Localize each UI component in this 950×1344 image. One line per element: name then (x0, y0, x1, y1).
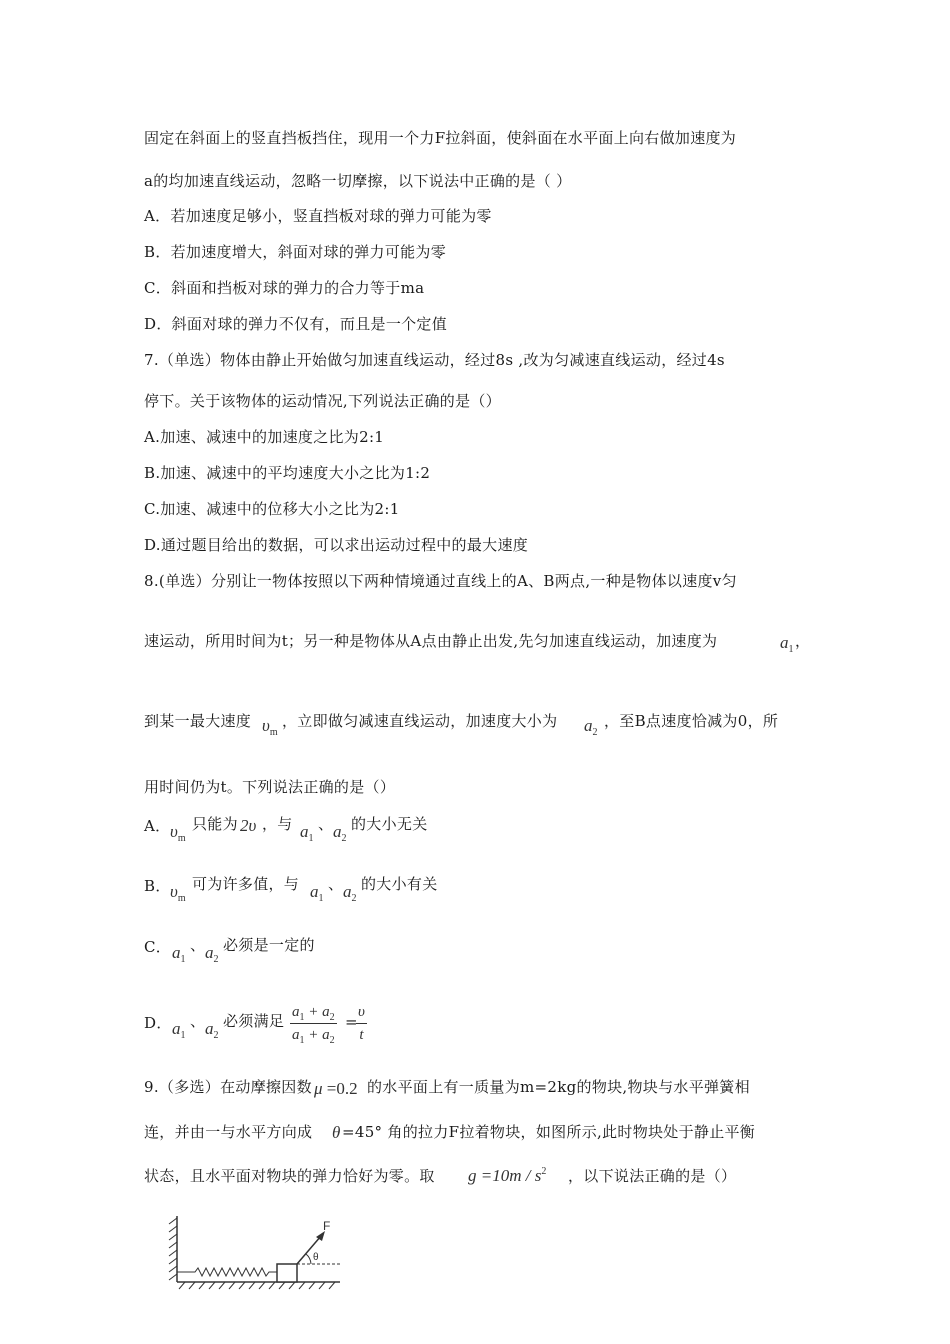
q9-stem-line3-b: ，以下说法正确的是（） (568, 1167, 737, 1185)
q8-b-a2: $a_2$ (343, 882, 357, 904)
q8-a-a1: $a_1$ (300, 822, 314, 844)
q8-option-b-label: B． (144, 877, 171, 895)
q8-option-c-text1: 、 (190, 936, 206, 954)
q8-a2-symbol: $a_2$ (584, 716, 598, 738)
q8-vm-symbol: $\upsilon_m$ (262, 716, 278, 738)
q8-a1-symbol: $a_1$ (780, 633, 794, 655)
q8-option-a-text2: ，与 (262, 815, 293, 833)
q8-d-equals: = (345, 1013, 358, 1031)
q6-stem-line2: a的均加速直线运动，忽略一切摩擦，以下说法中正确的是（ ） (144, 172, 572, 190)
q8-option-d-text1: 、 (190, 1012, 206, 1030)
q8-d-a1: $a_1$ (172, 1019, 186, 1041)
q7-stem-line1: 7.（单选）物体由静止开始做匀加速直线运动，经过8s ,改为匀减速直线运动，经过4s (144, 351, 725, 369)
q8-stem-line4: 用时间仍为t。下列说法正确的是（） (144, 778, 396, 796)
q8-c-a2: $a_2$ (205, 943, 219, 965)
q7-option-b: B.加速、减速中的平均速度大小之比为1:2 (144, 464, 431, 482)
q8-option-a-text4: 的大小无关 (351, 815, 428, 833)
q8-option-c-text2: 必须是一定的 (223, 936, 315, 954)
spring (177, 1268, 277, 1276)
wall-hatching (169, 1218, 177, 1280)
q6-stem-line1: 固定在斜面上的竖直挡板挡住，现用一个力F拉斜面，使斜面在水平面上向右做加速度为 (144, 129, 737, 147)
q8-stem-line2: 速运动，所用时间为t；另一种是物体从A点由静止出发,先匀加速直线运动，加速度为 (144, 632, 718, 650)
q8-option-b-text1: 可为许多值，与 (192, 875, 300, 893)
q9-stem-line1-b: 的水平面上有一质量为m=2kg的物块,物块与水平弹簧相 (367, 1078, 750, 1096)
q9-stem-line3-a: 状态，且水平面对物块的弹力恰好为零。取 (144, 1167, 435, 1185)
angle-arc (306, 1254, 311, 1264)
angle-label: θ (313, 1252, 319, 1263)
q8-c-a1: $a_1$ (172, 943, 186, 965)
q9-g-value: $g =10m / s^2$ (468, 1166, 547, 1185)
q8-a-2v: 2υ (240, 816, 257, 835)
q9-stem-line2-a: 连，并由一与水平方向成 (144, 1123, 313, 1141)
q8-stem-line1: 8.(单选）分别让一物体按照以下两种情境通过直线上的A、B两点,一种是物体以速度v匀 (144, 572, 737, 590)
q8-option-a-text3: 、 (318, 815, 334, 833)
q8-b-a1: $a_1$ (310, 882, 324, 904)
q8-option-b-text2: 、 (328, 875, 344, 893)
q8-b-vm: $\upsilon_m$ (170, 882, 186, 904)
q8-d-a2: $a_2$ (205, 1019, 219, 1041)
q8-option-d-text2: 必须满足 (223, 1012, 285, 1030)
q7-option-c: C.加速、减速中的位移大小之比为2:1 (144, 500, 400, 518)
q8-a-vm: $\upsilon_m$ (170, 822, 186, 844)
ground-hatching (179, 1282, 335, 1289)
block (277, 1264, 297, 1282)
q8-stem-line3-b: ，立即做匀减速直线运动，加速度大小为 (282, 712, 558, 730)
q8-stem-line3-c: ，至B点速度恰减为0，所 (604, 712, 779, 730)
q8-option-a-text1: 只能为 (192, 815, 238, 833)
q8-stem-line3-a: 到某一最大速度 (144, 712, 252, 730)
q6-option-c: C．斜面和挡板对球的弹力的合力等于ma (144, 279, 425, 297)
q9-figure (165, 1212, 345, 1292)
q8-stem-line2-comma: ， (795, 632, 811, 650)
q8-option-d-label: D． (144, 1014, 172, 1032)
force-label: F (323, 1219, 331, 1233)
q7-stem-line2: 停下。关于该物体的运动情况,下列说法正确的是（） (144, 392, 501, 410)
q7-option-a: A.加速、减速中的加速度之比为2:1 (144, 428, 385, 446)
q8-d-fraction-right: $\frac{\upsilon}{t}$ (358, 1004, 365, 1043)
q8-option-c-label: C． (144, 938, 172, 956)
q6-option-a: A．若加速度足够小，竖直挡板对球的弹力可能为零 (144, 207, 492, 225)
q6-option-d: D．斜面对球的弹力不仅有，而且是一个定值 (144, 315, 448, 333)
q9-stem-line1-a: 9.（多选）在动摩擦因数 (144, 1078, 312, 1096)
q8-option-a-label: A． (144, 817, 171, 835)
q8-option-b-text3: 的大小有关 (361, 875, 438, 893)
q9-mu: μ =0.2 (314, 1079, 358, 1098)
q7-option-d: D.通过题目给出的数据，可以求出运动过程中的最大速度 (144, 536, 529, 554)
q6-option-b: B．若加速度增大，斜面对球的弹力可能为零 (144, 243, 447, 261)
q8-a-a2: $a_2$ (333, 822, 347, 844)
q9-theta: θ (332, 1123, 341, 1142)
q8-d-fraction-left: $\frac{a_1 + a_2}{a_1 + a_2}$ (292, 1004, 335, 1046)
q9-stem-line2-b: =45° 角的拉力F拉着物块，如图所示,此时物块处于静止平衡 (342, 1123, 756, 1141)
